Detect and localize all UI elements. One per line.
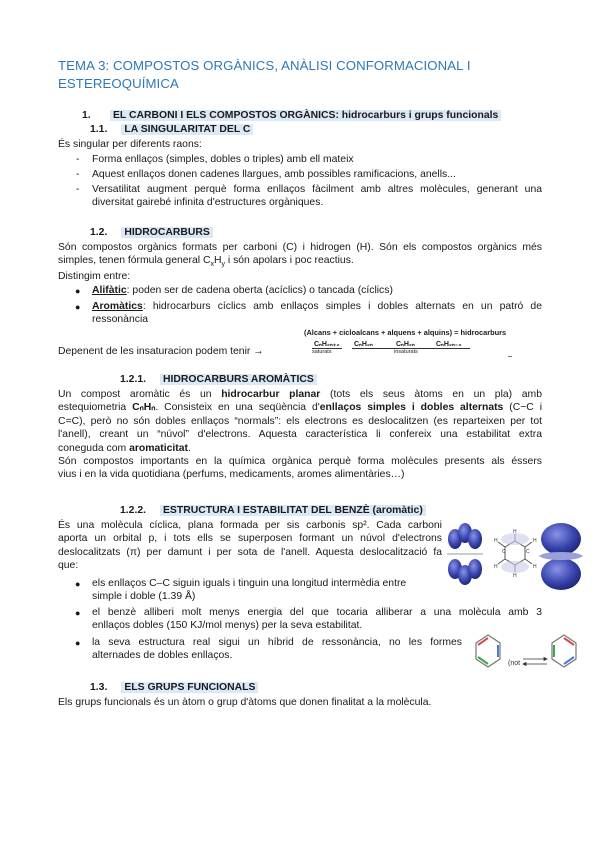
section-number: 1.3. — [90, 682, 108, 693]
text: Són compostos orgànics formats per carboni (C) i hidrogen (H). Són els compostos orgànics més simples, tenen fórmula general C — [58, 242, 542, 267]
bullet: ● — [75, 638, 81, 648]
section-title: HIDROCARBURS AROMÀTICS — [160, 374, 317, 385]
paragraph: Els grups funcionals és un àtom o grup d'àtoms que donen finalitat a la molècula. — [58, 697, 432, 708]
text: H — [213, 255, 222, 267]
paragraph: Distingim entre: — [58, 271, 131, 282]
atom-label: C — [526, 549, 530, 555]
text-line: deslocalitzats (π) per damunt i per sota de l'anell. Aquesta deslocalització fa — [58, 546, 442, 558]
label-saturated: saturats — [312, 349, 332, 355]
section-number: 1.1. — [90, 124, 108, 135]
paragraph-aromatic — [58, 388, 542, 482]
text: i són apolars i poc reactius. — [225, 255, 354, 267]
paragraph: Depenent de les insaturacion podem tenir → — [58, 346, 264, 357]
subscript: x — [210, 261, 214, 269]
text-line: enllaços dobles (150 KJ/mol menys) per la seva estabilitat. — [92, 620, 363, 632]
list-item: Forma enllaços (simples, dobles o triples) amb ell mateix — [92, 154, 354, 165]
list-dash: - — [76, 184, 80, 195]
text-line: els enllaços C–C siguin iguals i tinguin una longitud intermèdia entre — [92, 578, 407, 589]
list-dash: - — [76, 154, 80, 165]
atom-label: H — [533, 564, 537, 570]
text-line: C=C), però no són dobles enllaços “normals”: els electrons es deslocalitzen (es reparteixen per tot — [58, 415, 542, 427]
atom-label: H — [494, 564, 498, 570]
term: Alifàtic — [92, 285, 127, 296]
p-orbitals-icon — [447, 523, 483, 585]
text-line: Un compost aromàtic és un hidrocarbur planar (tots els seus àtoms en un pla) amb — [58, 389, 542, 400]
section-title: ESTRUCTURA I ESTABILITAT DEL BENZÈ (aromàtic) — [160, 505, 426, 516]
formula-alkenes: CₙH₂ₙ — [396, 341, 415, 348]
section-1-3-heading — [90, 681, 258, 694]
text-line: aporta un orbital p, i tots ells se superposen formant un núvol d'electrons — [58, 533, 442, 545]
text-line: coneguda com aromaticitat. — [58, 442, 191, 454]
text-line: el benzè alliberi molt menys energia del que tocaria alliberar a una molècula amb 3 — [92, 607, 542, 618]
list-item — [92, 300, 542, 327]
atom-label: H — [494, 538, 498, 544]
dash-mark — [508, 356, 512, 357]
section-1-2-heading — [90, 226, 213, 239]
text-line: l'anell), creant un “núvol” d'electrons. Aquesta característica li confereix una estabilitat extra — [58, 429, 542, 441]
section-number: 1. — [82, 110, 91, 121]
section-1-2-1-heading — [120, 373, 317, 386]
text-line: la seva estructura real sigui un híbrid de ressonància, no les formes — [92, 637, 462, 648]
list-item — [92, 636, 462, 663]
list-item — [92, 284, 542, 297]
section-number: 1.2. — [90, 227, 108, 238]
formula-cycloalkanes: CₙH₂ₙ — [354, 341, 373, 348]
text: : hidrocarburs cíclics amb enllaços simples i dobles alternats en un patró de ressonància — [92, 301, 542, 326]
text-line: És una molècula cíclica, plana formada per sis carbonis sp². Cada carboni — [58, 520, 442, 531]
equilibrium-arrows-icon — [523, 658, 547, 666]
text-line: que: — [58, 560, 79, 572]
section-number: 1.2.1. — [120, 374, 146, 385]
text-line: alternades de dobles enllaços. — [92, 650, 233, 662]
section-title: LA SINGULARITAT DEL C — [121, 124, 253, 135]
formula-alkanes: CₙH₂ₙ₊₂ — [314, 341, 340, 348]
pi-cloud-icon — [539, 523, 583, 590]
not-label: (not — [508, 660, 521, 667]
kekule-structure-icon — [552, 635, 576, 667]
bullet: ● — [75, 608, 81, 618]
paragraph-benzene — [58, 519, 442, 573]
document-title: TEMA 3: COMPOSTOS ORGÀNICS, ANÀLISI CONFORMACIONAL I ESTEREOQUÍMICA — [58, 58, 471, 91]
section-title: EL CARBONI I ELS COMPOSTOS ORGÀNICS: hidrocarburs i grups funcionals — [110, 110, 501, 121]
subscript: y — [221, 261, 225, 269]
formula-header: (Alcans + cicloalcans + alquens + alquins) = hidrocarburs — [304, 328, 507, 337]
list-item: Aquest enllaços donen cadenes llargues, amb possibles ramificacions, anells... — [92, 169, 456, 180]
formula-alkynes: CₙH₂ₙ₋₂ — [436, 341, 462, 348]
section-title: ELS GRUPS FUNCIONALS — [121, 682, 258, 693]
atom-label: H — [513, 573, 517, 579]
atom-label: C — [502, 549, 506, 555]
list-item — [92, 577, 472, 604]
label-unsaturated: insaturats — [394, 349, 418, 355]
kekule-structure-icon — [476, 635, 500, 667]
text-line: estequiometria CₙHₙ. Consisteix en una seqüència d'enllaços simples i dobles alternats (C−C i — [58, 402, 543, 414]
atom-label: H — [533, 538, 537, 544]
section-number: 1.2.2. — [120, 505, 146, 516]
list-item: Versatilitat augment perquè forma enllaços fàcilment amb altres molècules, generant una diversitat gairebé infinita d'estructures orgàniques. — [92, 184, 542, 209]
text-line: Són compostos importants en la química orgànica perquè forma molècules presents als éssers — [58, 456, 542, 468]
section-1-heading — [82, 109, 501, 122]
bullet: ● — [75, 302, 81, 312]
term: Aromàtics — [92, 301, 143, 312]
section-title: HIDROCARBURS — [121, 227, 212, 238]
section-1-1-heading — [90, 123, 253, 136]
section-1-2-2-heading — [120, 504, 426, 517]
text-line: vius i en la vida quotidiana (perfums, medicaments, aromes alimentàries…) — [58, 469, 405, 481]
bullet: ● — [75, 286, 81, 296]
text: : poden ser de cadena oberta (acíclics) o tancada (cíclics) — [126, 285, 393, 296]
atom-label: H — [513, 529, 517, 535]
bullet: ● — [75, 579, 81, 589]
resonance-figure — [468, 629, 586, 679]
list-dash: - — [76, 169, 80, 180]
text-line: simple i doble (1.39 Å) — [92, 591, 196, 603]
paragraph: És singular per diferents raons: — [58, 139, 202, 150]
benzene-orbital-figure — [443, 519, 583, 599]
hydrocarbon-formula-figure — [304, 328, 529, 362]
paragraph — [58, 241, 542, 268]
